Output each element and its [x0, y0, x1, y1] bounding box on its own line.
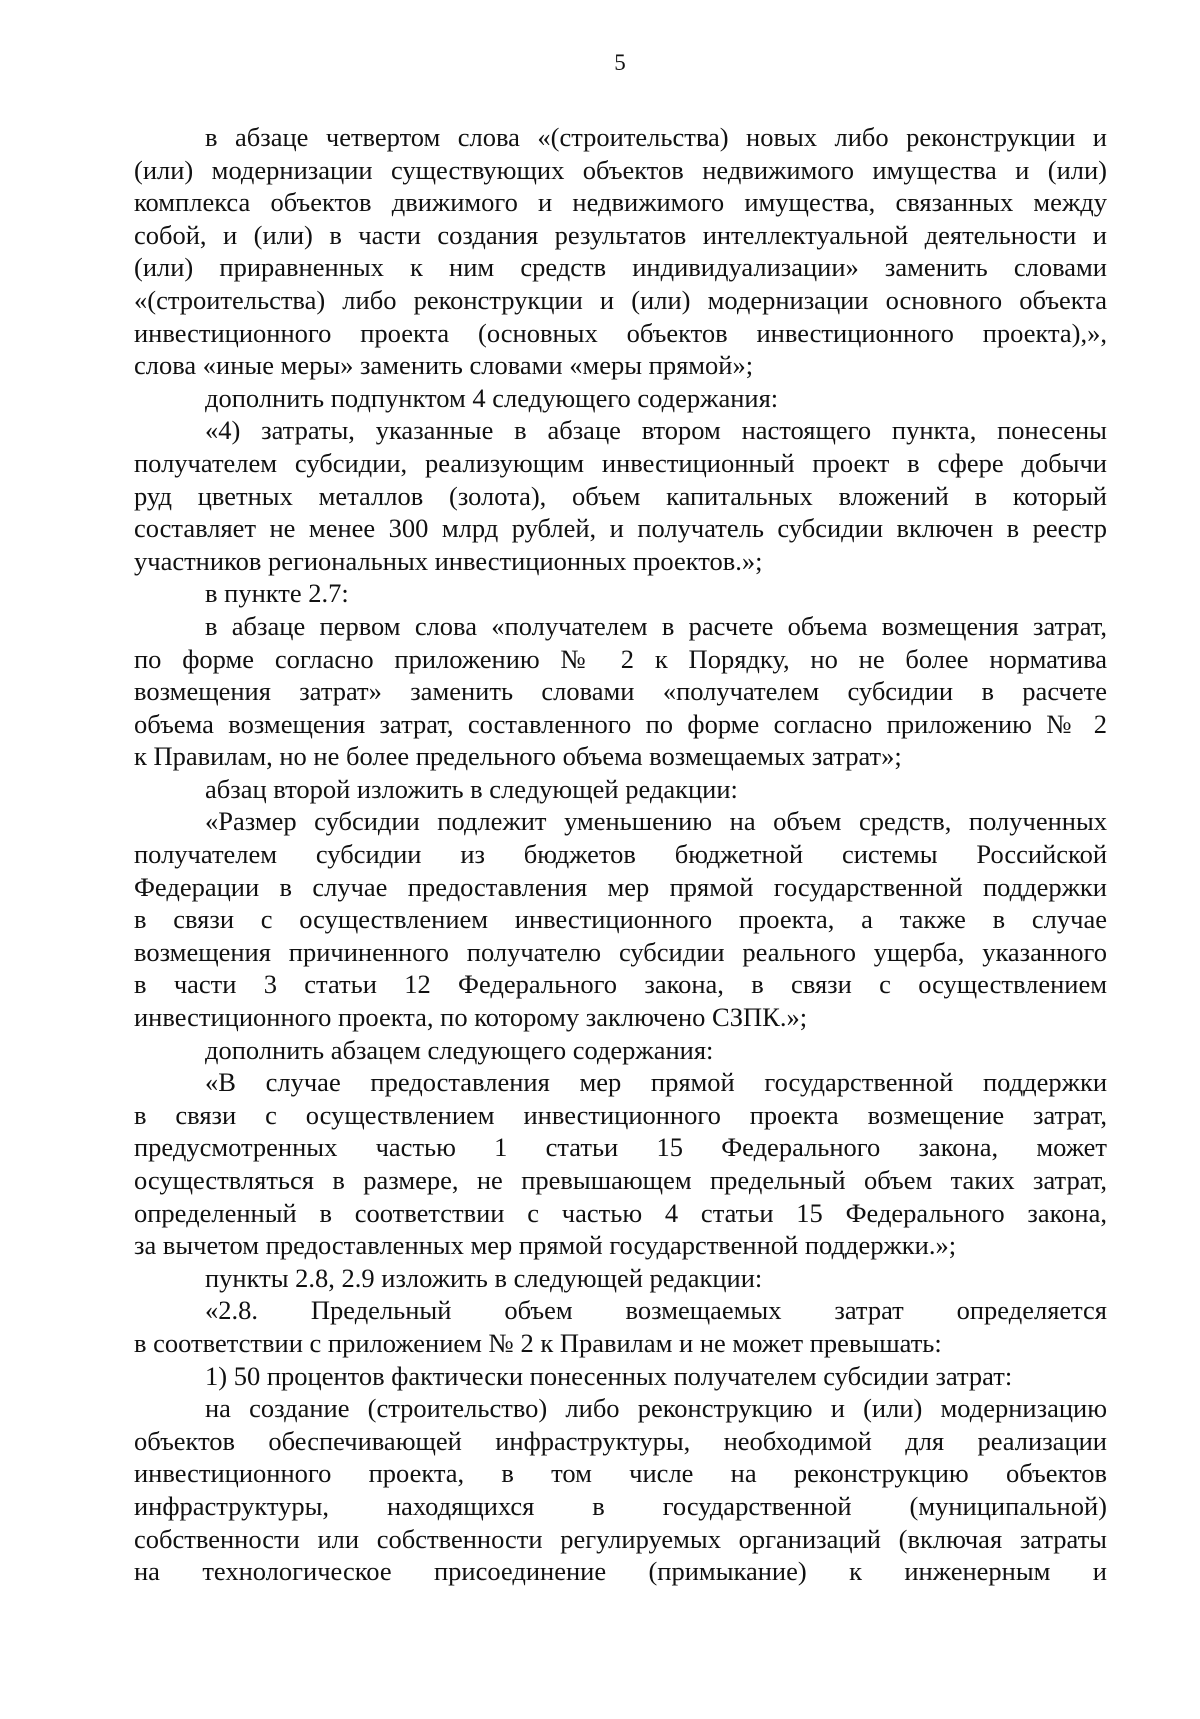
text-line: объектов обеспечивающей инфраструктуры, необходимой для реализации: [134, 1425, 1107, 1456]
text-line: по форме согласно приложению № 2 к Порядку, но не более норматива: [134, 643, 1107, 674]
text-line: в связи с осуществлением инвестиционного проекта, а также в случае: [134, 904, 1107, 935]
text-line: получателем субсидии, реализующим инвестиционный проект в сфере добычи: [134, 447, 1107, 478]
text-line: инвестиционного проекта (основных объектов инвестиционного проекта),»,: [134, 317, 1107, 348]
text-line: Федерации в случае предоставления мер прямой государственной поддержки: [134, 871, 1107, 902]
text-line: 1) 50 процентов фактически понесенных получателем субсидии затрат:: [205, 1360, 1013, 1391]
text-line: в связи с осуществлением инвестиционного проекта возмещение затрат,: [134, 1099, 1107, 1130]
text-line: на технологическое присоединение (примыкание) к инженерным и: [134, 1556, 1107, 1587]
text-line: собственности или собственности регулируемых организаций (включая затраты: [134, 1523, 1107, 1554]
text-line: комплекса объектов движимого и недвижимого имущества, связанных между: [134, 187, 1107, 218]
text-line: в части 3 статьи 12 Федерального закона, в связи с осуществлением: [134, 969, 1107, 1000]
text-line: к Правилам, но не более предельного объема возмещаемых затрат»;: [134, 741, 902, 772]
text-line: руд цветных металлов (золота), объем капитальных вложений в который: [134, 480, 1107, 511]
text-line: получателем субсидии из бюджетов бюджетной системы Российской: [134, 839, 1107, 870]
text-line: в соответствии с приложением № 2 к Правилам и не может превышать:: [134, 1327, 942, 1358]
text-line: дополнить абзацем следующего содержания:: [205, 1034, 714, 1065]
text-line: инфраструктуры, находящихся в государственной (муниципальной): [134, 1490, 1107, 1521]
text-line: в абзаце четвертом слова «(строительства) новых либо реконструкции и: [205, 122, 1107, 152]
text-line: слова «иные меры» заменить словами «меры прямой»;: [134, 350, 754, 381]
text-line: за вычетом предоставленных мер прямой государственной поддержки.»;: [134, 1230, 957, 1261]
page-number: 5: [614, 50, 626, 75]
text-line: «(строительства) либо реконструкции и (или) модернизации основного объекта: [134, 284, 1107, 315]
text-line: (или) модернизации существующих объектов недвижимого имущества и (или): [134, 154, 1107, 185]
text-line: в пункте 2.7:: [205, 578, 349, 609]
text-line: объема возмещения затрат, составленного по форме согласно приложению № 2: [134, 708, 1107, 739]
text-line: составляет не менее 300 млрд рублей, и получатель субсидии включен в реестр: [134, 513, 1107, 544]
text-line: осуществляться в размере, не превышающем предельный объем таких затрат,: [134, 1165, 1107, 1195]
text-line: собой, и (или) в части создания результатов интеллектуальной деятельности и: [134, 219, 1107, 250]
text-line: возмещения причиненного получателю субсидии реального ущерба, указанного: [134, 936, 1107, 967]
text-line: «4) затраты, указанные в абзаце втором настоящего пункта, понесены: [205, 415, 1107, 446]
text-line: на создание (строительство) либо реконструкцию и (или) модернизацию: [205, 1393, 1107, 1424]
text-line: участников региональных инвестиционных проектов.»;: [134, 545, 763, 576]
text-line: предусмотренных частью 1 статьи 15 Федерального закона, может: [134, 1132, 1107, 1163]
text-line: инвестиционного проекта, в том числе на реконструкцию объектов: [134, 1458, 1107, 1489]
text-line: возмещения затрат» заменить словами «получателем субсидии в расчете: [134, 676, 1107, 707]
text-line: дополнить подпунктом 4 следующего содержания:: [205, 382, 779, 413]
text-line: (или) приравненных к ним средств индивидуализации» заменить словами: [134, 252, 1107, 283]
text-line: «В случае предоставления мер прямой государственной поддержки: [205, 1067, 1107, 1098]
text-line: в абзаце первом слова «получателем в расчете объема возмещения затрат,: [205, 610, 1107, 641]
text-line: инвестиционного проекта, по которому заключено СЗПК.»;: [134, 1002, 808, 1033]
text-line: абзац второй изложить в следующей редакции:: [205, 773, 738, 804]
text-line: «Размер субсидии подлежит уменьшению на объем средств, полученных: [205, 806, 1107, 837]
text-line: определенный в соответствии с частью 4 статьи 15 Федерального закона,: [134, 1197, 1107, 1228]
document-body: [134, 121, 1107, 1588]
text-line: «2.8. Предельный объем возмещаемых затрат определяется: [205, 1295, 1107, 1326]
text-line: пункты 2.8, 2.9 изложить в следующей редакции:: [205, 1262, 763, 1293]
